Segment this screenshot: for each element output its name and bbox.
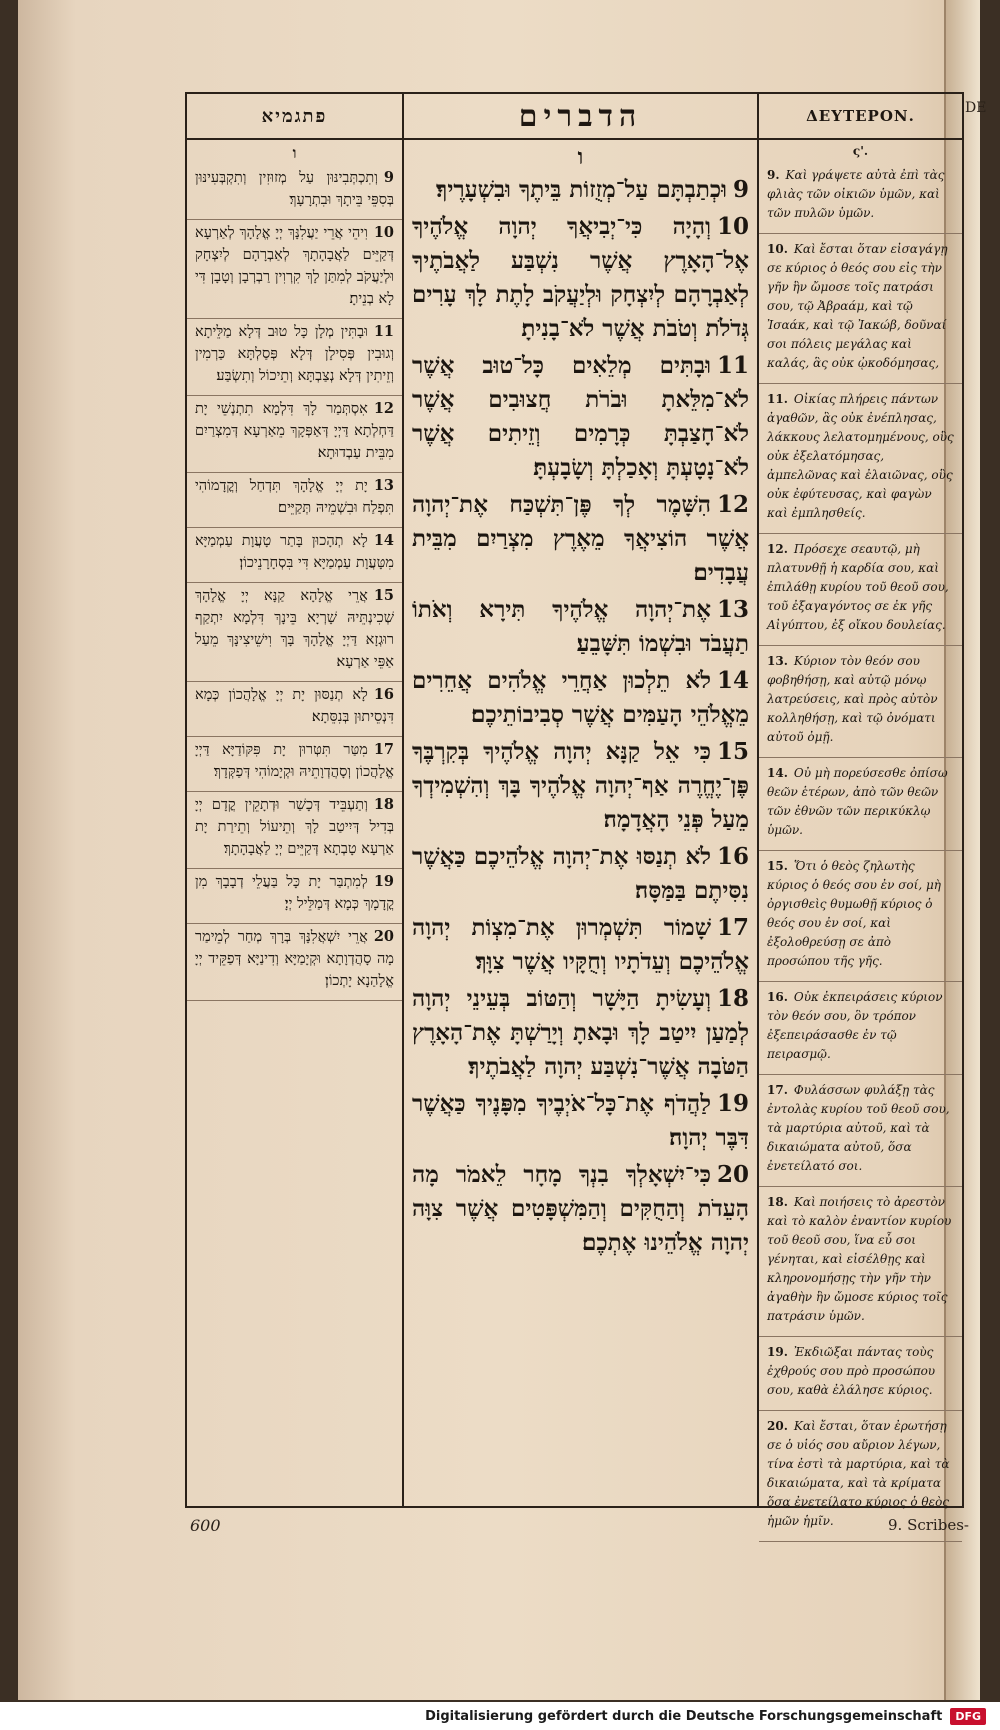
verse-text: וּבָתִּים מְלֵאִים כָּל־טוּב אֲשֶׁר לֹא־מִלֵּאתָ וּבֹרֹת חֲצוּבִים אֲשֶׁר לֹא־חָצַבְתָּ כְּרָמִים וְזֵיתִים אֲשֶׁר לֹא־נָטָעְתָּ וְאָכַלְתָּ וְשָׂבָעְתָּ׃ — [412, 352, 749, 481]
verse-number: 19 — [716, 1090, 749, 1117]
verse-number: 19. — [767, 1345, 788, 1359]
verse-number: 12 — [373, 400, 394, 417]
verse — [404, 592, 757, 663]
verse-number: 18 — [373, 796, 394, 813]
page-number: 600 — [190, 1516, 221, 1535]
verse — [187, 924, 402, 1001]
verse-text: וְעָשִׂיתָ הַיָּשָׁר וְהַטּוֹב בְּעֵינֵי יְהוָה לְמַעַן יִיטַב לָךְ וּבָאתָ וְיָרַשְׁתָּ אֶת־הָאָרֶץ הַטֹּבָה אֲשֶׁר־נִשְׁבַּע יְהוָה לַאֲבֹתֶיךָ׃ — [412, 985, 749, 1080]
verse-text: הִשָּׁמֶר לְךָ פֶּן־תִּשְׁכַּח אֶת־יְהוָה אֲשֶׁר הוֹצִיאֲךָ מֵאֶרֶץ מִצְרַיִם מִבֵּית עֲבָדִים׃ — [412, 491, 749, 586]
targum-column — [187, 94, 404, 1506]
verse-number: 12 — [716, 491, 749, 518]
verse — [404, 1157, 757, 1262]
verse-number: 15 — [373, 587, 394, 604]
verse — [404, 734, 757, 839]
verse-number: 10 — [716, 213, 749, 240]
verse-text: כִּי־יִשְׁאָלְךָ בִנְךָ מָחָר לֵאמֹר מָה הָעֵדֹת וְהַחֻקִּים וְהַמִּשְׁפָּטִים אֲשֶׁר צִוָּה יְהוָה אֱלֹהֵינוּ אֶתְכֶם׃ — [412, 1161, 749, 1256]
targum-chapter: ו — [292, 144, 297, 162]
right-running-head: DE — [965, 100, 987, 116]
verse — [187, 473, 402, 528]
verse — [404, 172, 757, 209]
verse-number: 17. — [767, 1083, 788, 1097]
verse-number: 18 — [716, 985, 749, 1012]
verse-text: אֲרֵי אֱלָהָא קַנָּא יְיָ אֱלָהָךְ שְׁכִינְתֵּיהּ שָׁרְיָא בֵּינָךְ דִּלְמָא יִתְקַף רוּגְזָא דַּיְיָ אֱלָהָךְ בָּךְ וִישֵׁיצִינָּךְ מֵעַל אַפֵּי אַרְעָא׃ — [195, 588, 394, 670]
verse — [187, 869, 402, 924]
verse-number: 15 — [716, 738, 749, 765]
verse-number: 16 — [373, 686, 394, 703]
verse-text: וּכְתַבְתָּם עַל־מְזֻזוֹת בֵּיתֶךָ וּבִשְׁעָרֶיךָ׃ — [436, 176, 727, 203]
verse-text: Ἐκδιῶξαι πάντας τοὺς ἐχθρούς σου πρὸ προσώπου σου, καθὰ ἐλάλησε κύριος. — [767, 1345, 936, 1397]
verse-number: 10. — [767, 242, 788, 256]
verse-number: 17 — [716, 914, 749, 941]
verse-number: 13 — [373, 477, 394, 494]
verse-text: לָא תְהָכוּן בָּתַר טָעֲוָת עַמְמַיָּא מִטָּעֲוָת עַמְמַיָּא דִּי בִּסְחָרָנֵיכוֹן׃ — [195, 533, 394, 571]
verse-text: Ὅτι ὁ θεὸς ζηλωτὴς κύριος ὁ θεός σου ἐν σοί, μὴ ὀργισθεὶς θυμωθῇ κύριος ὁ θεός σου ἐν σοί, καὶ ἐξολοθρεύσῃ σε ἀπὸ προσώπου τῆς γῆς. — [767, 859, 941, 968]
verse — [187, 682, 402, 737]
hebrew-header: הדברים — [404, 94, 757, 140]
verse — [759, 1187, 962, 1337]
verse — [759, 1075, 962, 1187]
verse — [759, 982, 962, 1075]
verse-number: 18. — [767, 1195, 788, 1209]
verse-number: 20. — [767, 1419, 788, 1433]
verse-text: Καὶ γράψετε αὐτὰ ἐπὶ τὰς φλιὰς τῶν οἰκιῶν ὑμῶν, καὶ τῶν πυλῶν ὑμῶν. — [767, 168, 945, 220]
hebrew-verses — [404, 172, 757, 1262]
verse-number: 19 — [373, 873, 394, 890]
hebrew-column — [404, 94, 759, 1506]
verse — [759, 384, 962, 534]
verse-text: אִסְתְּמַר לָךְ דִּלְמָא תִתְנְשֵׁי יָת דַּחְלְתָא דַּיְיָ דְּאַפְּקָךְ מֵאַרְעָא דְּמִצְרַיִם מִבֵּית עַבְדוּתָא׃ — [195, 401, 394, 461]
verse — [759, 534, 962, 646]
verse-number: 15. — [767, 859, 788, 873]
verse-text: Οὐκ ἐκπειράσεις κύριον τὸν θεόν σου, ὃν τρόπον ἐξεπειράσασθε ἐν τῷ πειρασμῷ. — [767, 990, 943, 1061]
verse-number: 13 — [716, 596, 749, 623]
verse-number: 10 — [373, 224, 394, 241]
verse — [404, 209, 757, 348]
verse-number: 16. — [767, 990, 788, 1004]
greek-header: ΔΕΥΤΕΡΟΝ. — [759, 94, 962, 140]
verse — [404, 839, 757, 910]
verse — [759, 851, 962, 982]
verse — [404, 663, 757, 734]
verse-text: אֶת־יְהוָה אֱלֹהֶיךָ תִּירָא וְאֹתוֹ תַעֲבֹד וּבִשְׁמוֹ תִּשָּׁבֵעַ׃ — [412, 596, 749, 657]
greek-chapter: ς'. — [852, 144, 869, 158]
verse-number: 9 — [732, 176, 749, 203]
targum-header: פתגמיא — [187, 94, 402, 140]
verse-text: מִטַּר תִּטְּרוּן יָת פִּקּוֹדַיָּא דַּיְיָ אֱלָהֲכוֹן וְסָהֲדְוָתֵיהּ וּקְיָמוֹהִי דְּפַקְּדָךְ׃ — [195, 742, 394, 780]
verse-text: Πρόσεχε σεαυτῷ, μὴ πλατυνθῇ ἡ καρδία σου, καὶ ἐπιλάθῃ κυρίου τοῦ θεοῦ σου, τοῦ ἐξαγαγόντος σε ἐκ γῆς Αἰγύπτου, ἐξ οἴκου δουλείας. — [767, 542, 949, 632]
hebrew-chapter: ו — [577, 144, 584, 170]
verse-text: וְתַעְבֵּיד דְּכָשַׁר וּדְתָקֵין קֳדָם יְיָ בְּדִיל דְּיִיטַב לָךְ וְתֵיעוֹל וְתֵירַת יָת אַרְעָא טָבְתָא דְּקַיֵּים יְיָ לַאֲבָהָתָךְ׃ — [195, 797, 394, 857]
footer-text: Digitalisierung gefördert durch die Deutsche Forschungsgemeinschaft — [425, 1708, 943, 1724]
verse — [187, 583, 402, 682]
verse-number: 11 — [716, 352, 749, 379]
verse — [187, 165, 402, 220]
dfg-logo-icon: DFG — [950, 1708, 986, 1725]
verse-text: יָת יְיָ אֱלָהָךְ תִּדְחַל וְקֳדָמוֹהִי תִּפְלַח וּבִשְׁמֵיהּ תְּקַיֵּים׃ — [195, 478, 394, 516]
verse-number: 20 — [373, 928, 394, 945]
verse-text: Οἰκίας πλήρεις πάντων ἀγαθῶν, ἃς οὐκ ἐνέπλησας, λάκκους λελατομημένους, οὓς οὐκ ἐξελατόμησας, ἀμπελῶνας καὶ ἐλαιῶνας, οὓς οὐκ ἐφύτευσας, καὶ φαγὼν καὶ ἐμπλησθείς. — [767, 392, 954, 520]
verse-text: לַהֲדֹף אֶת־כָּל־אֹיְבֶיךָ מִפָּנֶיךָ כַּאֲשֶׁר דִּבֶּר יְהוָה׃ — [412, 1090, 749, 1151]
verse-number: 13. — [767, 654, 788, 668]
verse — [759, 160, 962, 234]
verse-number: 11 — [373, 323, 394, 340]
verse — [404, 348, 757, 487]
verse-number: 12. — [767, 542, 788, 556]
verse-text: אֲרֵי יִשְׁאֲלִנָּךְ בְּרָךְ מְחַר לְמֵימַר מָה סָהֲדְוָתָא וּקְיָמַיָּא וְדִינַיָּא דְּפַקֵּיד יְיָ אֱלָהַנָא יָתְכוֹן׃ — [195, 929, 394, 989]
verse-number: 14 — [716, 667, 749, 694]
verse — [187, 737, 402, 792]
verse-text: וּבָתִּין מְלָן כָּל טוּב דְּלָא מַלֵּיתָא וְגוּבִין פְּסִילָן דְּלָא פְּסַלְתָּא כַּרְמִין וְזֵיתִין דְּלָא נְצַבְתָּא וְתֵיכוֹל וְתִשְׂבַּע׃ — [195, 324, 394, 384]
verse-number: 9 — [383, 169, 394, 186]
verse — [187, 220, 402, 319]
verse-number: 14. — [767, 766, 788, 780]
verse — [404, 981, 757, 1086]
verse-text: Καὶ ποιήσεις τὸ ἀρεστὸν καὶ τὸ καλὸν ἐναντίον κυρίου τοῦ θεοῦ σου, ἵνα εὖ σοι γένηται, καὶ εἰσέλθῃς καὶ κληρονομήσῃς τὴν γῆν τὴν ἀγαθὴν ἣν ὤμοσε κύριος τοῖς πατράσιν ὑμῶν. — [767, 1195, 952, 1323]
verse — [404, 487, 757, 592]
catchword: 9. Scribes- — [888, 1516, 969, 1534]
verse — [187, 792, 402, 869]
verse-text: וִיהֵי אֲרֵי יַעֲלִנָּךְ יְיָ אֱלָהָךְ לְאַרְעָא דְּקַיֵּים לַאֲבָהָתָךְ לְאַבְרָהָם לְיִצְחָק וּלְיַעֲקֹב לְמִתַּן לָךְ קִרְוִין רַבְרְבָן וְטָבָן דִּי לָא בְנֵיתָ׃ — [195, 225, 394, 307]
verse-text: Καὶ ἔσται, ὅταν ἐρωτήσῃ σε ὁ υἱός σου αὔριον λέγων, τίνα ἐστὶ τὰ μαρτύρια, καὶ τὰ δικαιώματα, καὶ τὰ κρίματα ὅσα ἐνετείλατο κύριος ὁ θεὸς ἡμῶν ἡμῖν. — [767, 1419, 950, 1528]
verse — [404, 910, 757, 981]
verse-number: 9. — [767, 168, 780, 182]
verse-text: Κύριον τὸν θεόν σου φοβηθήσῃ, καὶ αὐτῷ μόνῳ λατρεύσεις, καὶ πρὸς αὐτὸν κολληθήσῃ, καὶ τῷ ὀνόματι αὐτοῦ ὀμῇ. — [767, 654, 938, 744]
verse-text: שָׁמוֹר תִּשְׁמְרוּן אֶת־מִצְוֹת יְהוָה אֱלֹהֵיכֶם וְעֵדֹתָיו וְחֻקָּיו אֲשֶׁר צִוָּךְ׃ — [412, 914, 749, 975]
verse — [759, 646, 962, 758]
verse-text: Καὶ ἔσται ὅταν εἰσαγάγῃ σε κύριος ὁ θεός σου εἰς τὴν γῆν ἣν ὤμοσε τοῖς πατράσι σου, τῷ Ἀβραάμ, καὶ τῷ Ἰσαάκ, καὶ τῷ Ἰακώβ, δοῦναί σοι πόλεις μεγάλας καὶ καλάς, ἃς οὐκ ᾠκοδόμησας, — [767, 242, 948, 370]
digitization-footer — [0, 1702, 1000, 1730]
verse — [187, 319, 402, 396]
greek-verses — [759, 160, 962, 1542]
verse-text: לֹא תְנַסּוּ אֶת־יְהוָה אֱלֹהֵיכֶם כַּאֲשֶׁר נִסִּיתֶם בַּמַּסָּה׃ — [412, 843, 749, 904]
verse — [759, 1337, 962, 1411]
verse — [759, 234, 962, 384]
verse — [759, 758, 962, 851]
verse-number: 20 — [716, 1161, 749, 1188]
verse-number: 11. — [767, 392, 788, 406]
verse — [404, 1086, 757, 1157]
verse-number: 17 — [373, 741, 394, 758]
verse — [187, 396, 402, 473]
verse-text: כִּי אֵל קַנָּא יְהוָה אֱלֹהֶיךָ בְּקִרְבֶּךָ פֶּן־יֶחֱרֶה אַף־יְהוָה אֱלֹהֶיךָ בָּךְ וְהִשְׁמִידְךָ מֵעַל פְּנֵי הָאֲדָמָה׃ — [412, 738, 749, 833]
verse-text: וְתִכְתְּבִינּוּן עַל מְזוּזִין וְתִקְבְּעִינּוּן בְּסִפֵּי בֵּיתָךְ וּבִתְרָעָךְ׃ — [195, 170, 394, 208]
targum-verses — [187, 165, 402, 1001]
verse — [187, 528, 402, 583]
verse-number: 16 — [716, 843, 749, 870]
verse-text: לְמִתְבַּר יָת כָּל בַּעֲלֵי דְבָבָךְ מִן קֳדָמָךְ כְּמָא דְּמַלֵּיל יְיָ׃ — [195, 874, 394, 912]
verse-text: לֹא תֵלְכוּן אַחֲרֵי אֱלֹהִים אֲחֵרִים מֵאֱלֹהֵי הָעַמִּים אֲשֶׁר סְבִיבוֹתֵיכֶם׃ — [412, 667, 749, 728]
verse-text: Οὐ μὴ πορεύσεσθε ὀπίσω θεῶν ἑτέρων, ἀπὸ τῶν θεῶν τῶν ἐθνῶν τῶν περικύκλῳ ὑμῶν. — [767, 766, 948, 837]
verse-number: 14 — [373, 532, 394, 549]
verse-text: וְהָיָה כִּי־יְבִיאֲךָ יְהוָה אֱלֹהֶיךָ אֶל־הָאָרֶץ אֲשֶׁר נִשְׁבַּע לַאֲבֹתֶיךָ לְאַבְרָהָם לְיִצְחָק וּלְיַעֲקֹב לָתֶת לָךְ עָרִים גְּדֹלֹת וְטֹבֹת אֲשֶׁר לֹא־בָנִיתָ׃ — [412, 213, 749, 342]
verse-text: לָא תְנַסּוּן יָת יְיָ אֱלָהֲכוֹן כְּמָא דִּנְסֵיתוּן בְּנִסֵּתָא׃ — [195, 687, 394, 725]
verse-text: Φυλάσσων φυλάξῃ τὰς ἐντολὰς κυρίου τοῦ θεοῦ σου, τὰ μαρτύρια αὐτοῦ, καὶ τὰ δικαιώματα αὐτοῦ, ὅσα ἐνετείλατό σοι. — [767, 1083, 950, 1173]
